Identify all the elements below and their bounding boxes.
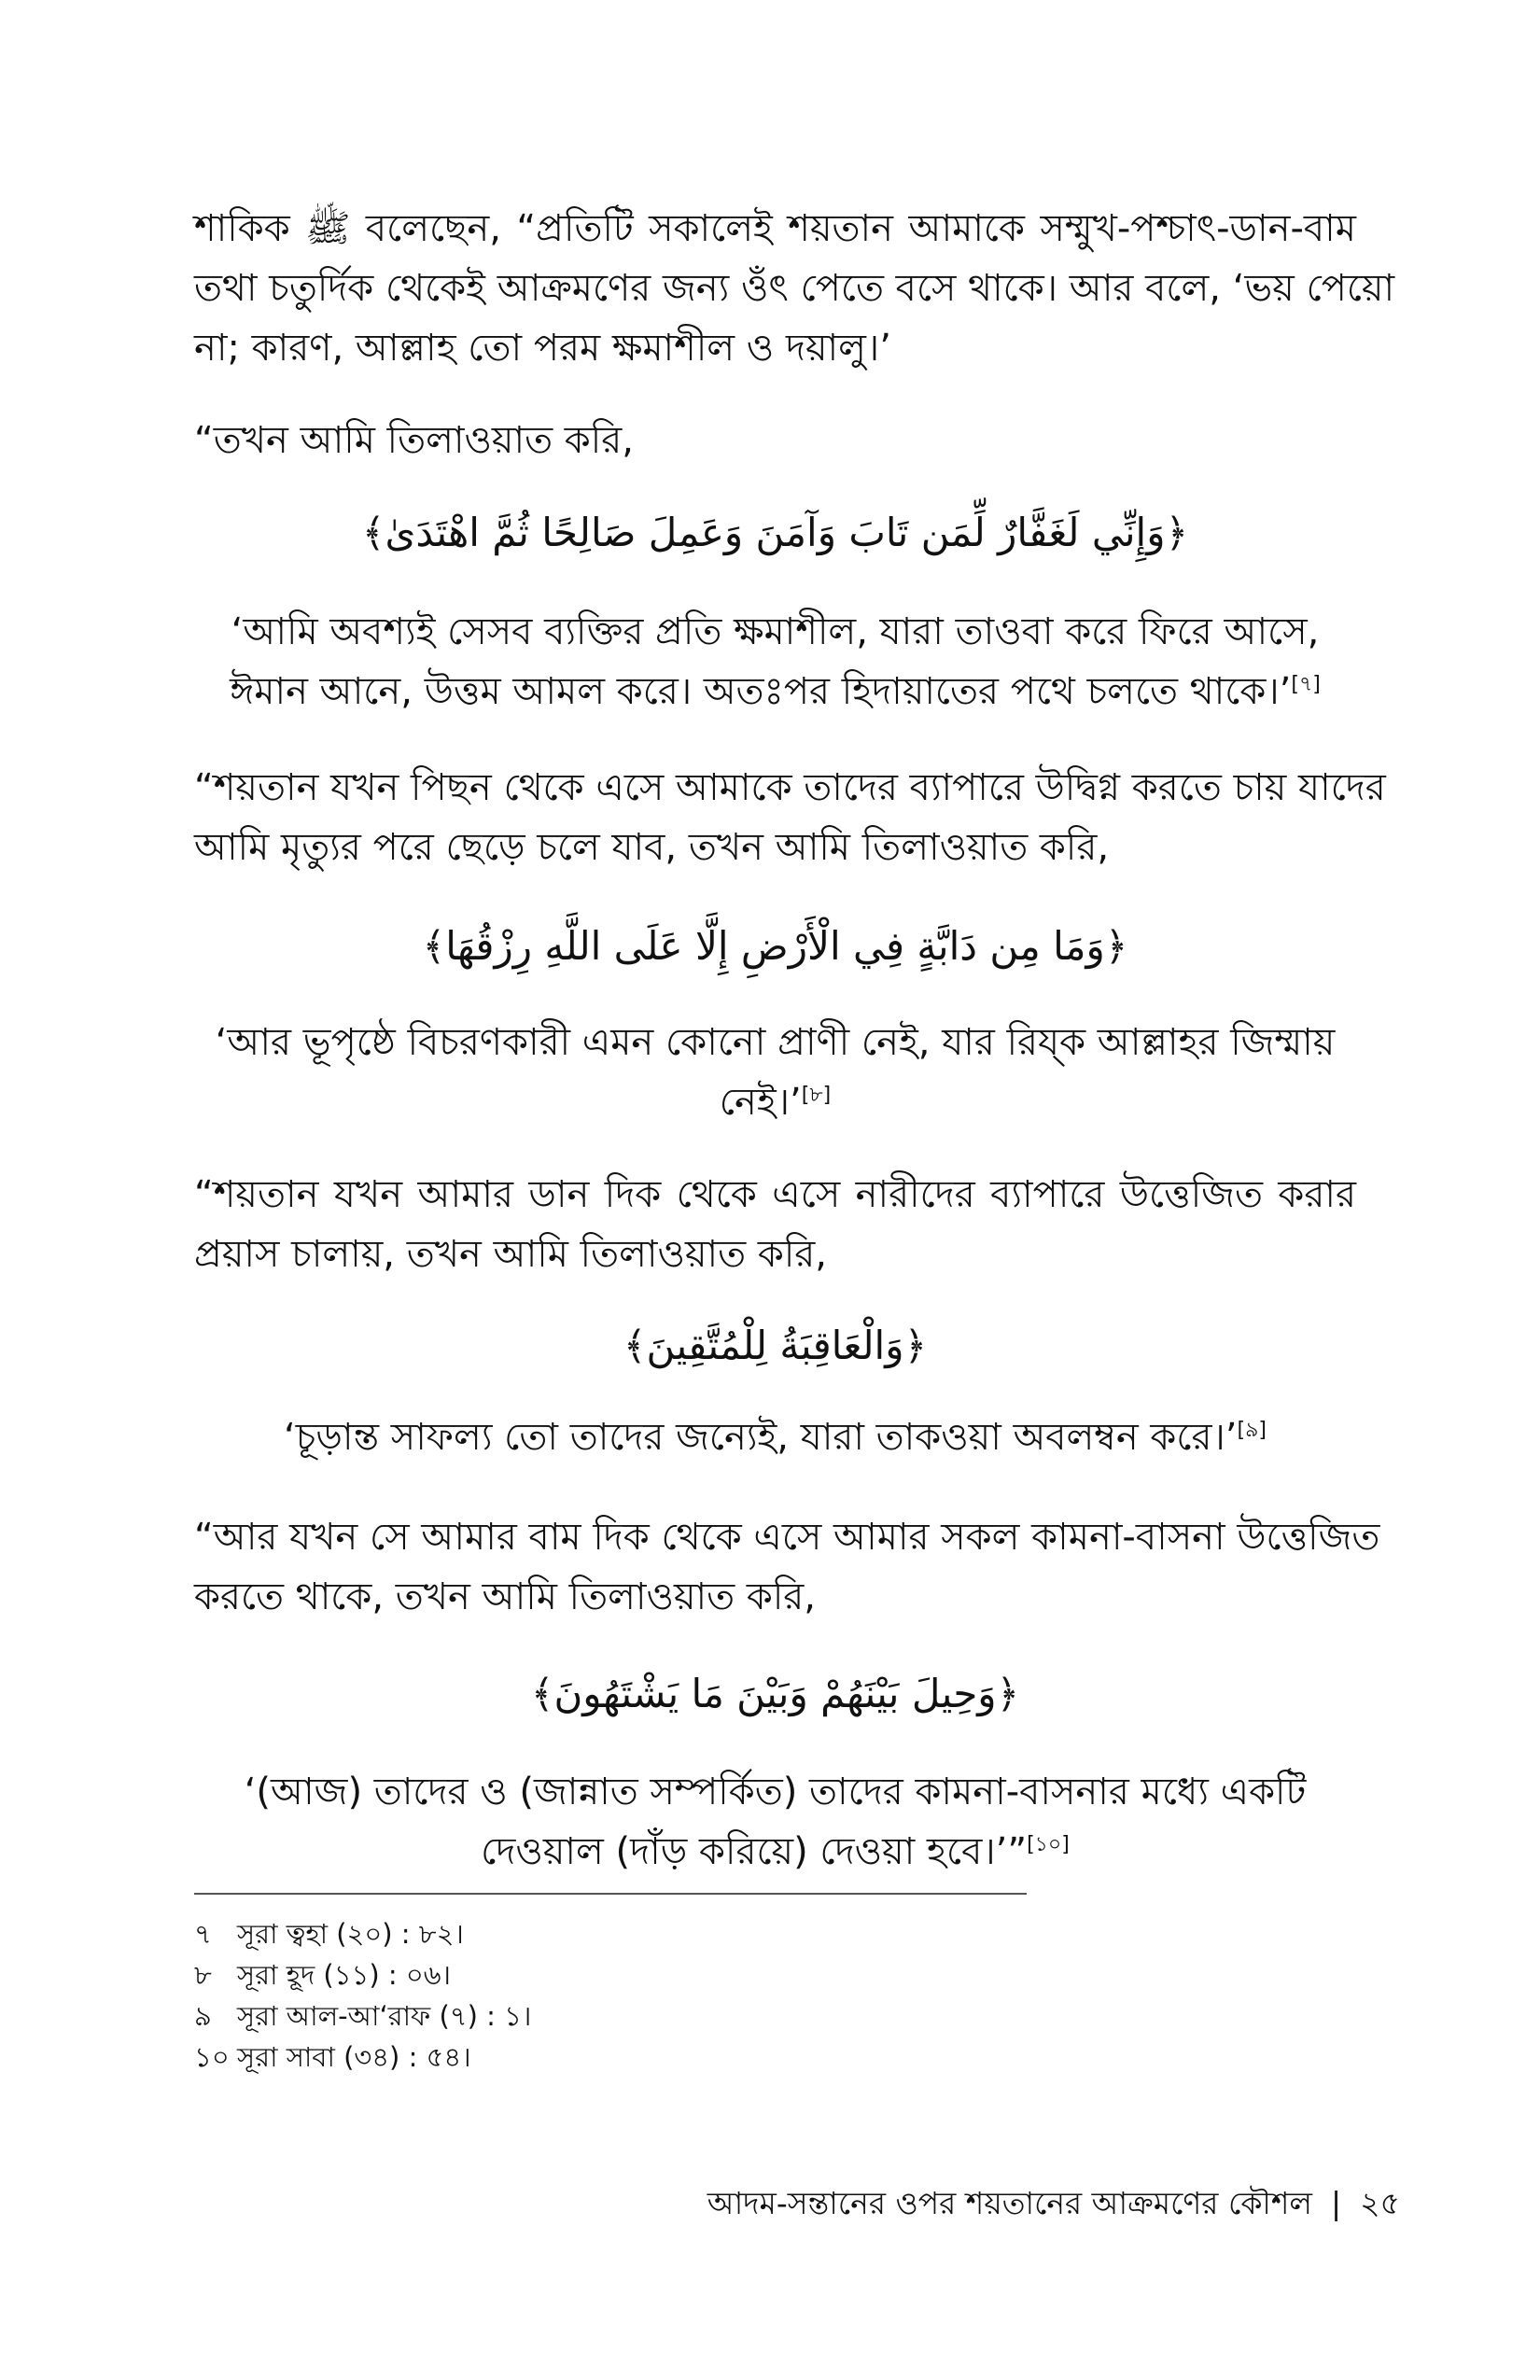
paragraph-line: করতে থাকে, তখন আমি তিলাওয়াত করি, (194, 1575, 817, 1618)
quran-verse-arabic: ﴿وَالْعَاقِبَةُ لِلْمُتَّقِينَ﴾ (623, 1323, 928, 1368)
paragraph-intro (194, 199, 1395, 378)
paragraph-right (194, 1165, 1356, 1284)
footnote-text: সূরা হূদ (১১) : ০৬। (237, 1959, 451, 1991)
footnote-ref: [৭] (1291, 673, 1321, 696)
quran-verse-arabic: ﴿وَإِنِّي لَغَفَّارٌ لِّمَن تَابَ وَآمَنَ وَعَمِلَ صَالِحًا ثُمَّ اهْتَدَىٰ﴾ (361, 510, 1189, 555)
footnote-divider (194, 1893, 1027, 1895)
paragraph-recitation-1 (194, 411, 1356, 470)
footnote (194, 1954, 531, 1995)
footnote (194, 1995, 531, 2037)
translation-line: ‘(আজ) তাদের ও (জান্নাত সম্পর্কিত) তাদের কামনা-বাসনার মধ্যে একটি (244, 1771, 1307, 1813)
paragraph-line: “তখন আমি তিলাওয়াত করি, (194, 419, 634, 462)
footnote-ref: [৯] (1237, 1419, 1267, 1442)
translation-line: দেওয়াল (দাঁড় করিয়ে) দেওয়া হবে।’” (481, 1830, 1028, 1873)
footnote-number: ৯ (194, 2000, 212, 2032)
translation-line: ‘আমি অবশ্যই সেসব ব্যক্তির প্রতি ক্ষমাশীল, যারা তাওবা করে ফিরে আসে, (231, 610, 1320, 653)
paragraph-line: না; কারণ, আল্লাহ তো পরম ক্ষমাশীল ও দয়ালু।’ (194, 327, 891, 370)
verse-translation (194, 1013, 1356, 1132)
verse-translation (194, 1762, 1356, 1882)
footnote-text: সূরা সাবা (৩৪) : ৫৪। (237, 2041, 471, 2073)
footnote (194, 1913, 531, 1954)
translation-line: ঈমান আনে, উত্তম আমল করে। অতঃপর হিদায়াতের পথে চলতে থাকে।’ (230, 670, 1292, 713)
translation-line: ‘আর ভূপৃষ্ঠে বিচরণকারী এমন কোনো প্রাণী নেই, যার রিয্‌ক আল্লাহর জিম্মায় (215, 1021, 1336, 1064)
footnote-number: ১০ (194, 2041, 230, 2073)
footnote-text: সূরা ত্বহা (২০) : ৮২। (237, 1918, 464, 1950)
footer-separator: | (1331, 2185, 1342, 2221)
page-footer (707, 2180, 1400, 2227)
footnote-ref: [১০] (1027, 1833, 1070, 1856)
verse-translation (194, 1407, 1356, 1467)
translation-line: নেই।’ (719, 1081, 802, 1124)
footnote-number: ৮ (194, 1959, 212, 1991)
paragraph-line: তথা চতুর্দিক থেকেই আক্রমণের জন্য ওঁৎ পেতে বসে থাকে। আর বলে, ‘ভয় পেয়ো (194, 267, 1395, 310)
footnote-ref: [৮] (801, 1084, 832, 1107)
paragraph-line: প্রয়াস চালায়, তখন আমি তিলাওয়াত করি, (194, 1233, 827, 1276)
footnote-text: সূরা আল-আ‘রাফ (৭) : ১। (237, 2000, 532, 2032)
paragraph-left (194, 1507, 1380, 1627)
paragraph-line: শাকিক ﷺ বলেছেন, “প্রতিটি সকালেই শয়তান আমাকে সম্মুখ-পশ্চাৎ-ডান-বাম (194, 207, 1356, 250)
page-number: ২৫ (1360, 2185, 1400, 2221)
paragraph-line: “শয়তান যখন পিছন থেকে এসে আমাকে তাদের ব্যাপারে উদ্বিগ্ন করতে চায় যাদের (194, 766, 1386, 809)
paragraph-line: “শয়তান যখন আমার ডান দিক থেকে এসে নারীদের ব্যাপারে উত্তেজিত করার (194, 1173, 1356, 1216)
chapter-title: আদম-সন্তানের ওপর শয়তানের আক্রমণের কৌশল (707, 2185, 1312, 2221)
footnote-number: ৭ (194, 1918, 212, 1950)
paragraph-behind (194, 758, 1386, 877)
quran-verse-arabic: ﴿وَحِيلَ بَيْنَهُمْ وَبَيْنَ مَا يَشْتَهُونَ﴾ (530, 1671, 1020, 1716)
paragraph-line: আমি মৃত্যুর পরে ছেড়ে চলে যাব, তখন আমি তিলাওয়াত করি, (194, 826, 1110, 869)
footnote (194, 2037, 531, 2078)
quran-verse-arabic: ﴿وَمَا مِن دَابَّةٍ فِي الْأَرْضِ إِلَّا عَلَى اللَّهِ رِزْقُهَا﴾ (422, 923, 1128, 969)
paragraph-line: “আর যখন সে আমার বাম দিক থেকে এসে আমার সকল কামনা-বাসনা উত্তেজিত (194, 1516, 1380, 1559)
verse-translation (194, 602, 1356, 721)
footnotes (194, 1913, 531, 2078)
translation-line: ‘চূড়ান্ত সাফল্য তো তাদের জন্যেই, যারা তাকওয়া অবলম্বন করে।’ (284, 1416, 1238, 1459)
